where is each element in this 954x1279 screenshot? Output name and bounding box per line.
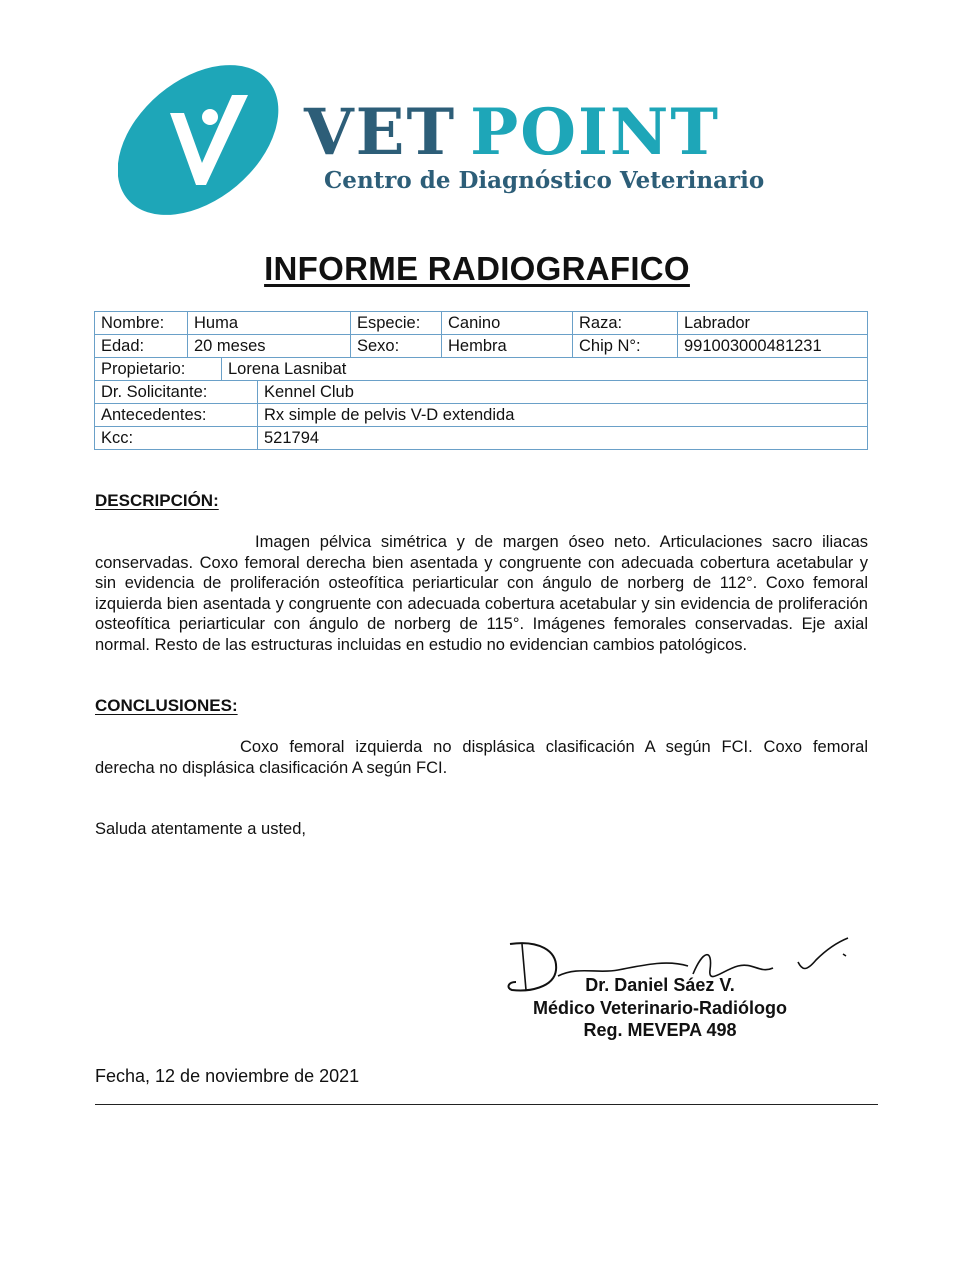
solicitante-value: Kennel Club: [264, 382, 354, 401]
especie-label: Especie:: [351, 312, 442, 335]
nombre-label: Nombre:: [95, 312, 188, 335]
table-row: [95, 404, 868, 427]
raza-value: Labrador: [678, 312, 868, 335]
conclusiones-heading: CONCLUSIONES:: [95, 696, 238, 715]
report-title-text: INFORME RADIOGRAFICO: [264, 250, 690, 287]
logo-v-emblem-icon: [118, 55, 298, 225]
descripcion-heading: DESCRIPCIÓN:: [95, 491, 219, 510]
signer-name: Dr. Daniel Sáez V.: [585, 975, 735, 995]
brand-point: POINT: [470, 95, 720, 170]
especie-value: Canino: [442, 312, 573, 335]
antecedentes-value: Rx simple de pelvis V-D extendida: [264, 405, 515, 424]
kcc-value: 521794: [264, 428, 320, 447]
table-row: [95, 427, 868, 450]
chip-label: Chip N°:: [573, 335, 678, 358]
brand-name: [304, 95, 720, 170]
edad-value: 20 meses: [188, 335, 351, 358]
sexo-value: Hembra: [442, 335, 573, 358]
chip-value: 991003000481231: [678, 335, 868, 358]
descripcion-text: Imagen pélvica simétrica y de margen óseo neto. Articulaciones sacro iliacas conservadas. Coxo femoral derecha bien asentada y congruente con adecuada cobertura acetabular y sin evidencia de proliferación osteofítica periarticular con ángulo de norberg de 112°. Coxo femoral izquierda bien asentada y congruente con adecuada cobertura acetabular y sin evidencia de proliferación osteofítica periarticular con ángulo de norberg de 115°. Imágenes femorales conservadas. Eje axial normal. Resto de las estructuras incluidas en estudio no evidencian cambios patológicos.: [95, 533, 868, 654]
brand-vet: VET: [304, 95, 457, 170]
report-date: Fecha, 12 de noviembre de 2021: [95, 1066, 360, 1086]
brand-tagline: Centro de Diagnóstico Veterinario: [324, 167, 765, 194]
closing-salutation: Saluda atentamente a usted,: [95, 820, 306, 838]
conclusiones-text: Coxo femoral izquierda no displásica clasificación A según FCI. Coxo femoral derecha no displásica clasificación A según FCI.: [95, 738, 868, 777]
footer-divider: [95, 1104, 878, 1105]
propietario-value: Lorena Lasnibat: [228, 359, 347, 378]
table-row: [95, 335, 868, 358]
propietario-label: Propietario:: [95, 358, 222, 380]
antecedentes-label: Antecedentes:: [95, 404, 258, 426]
signer-registration: Reg. MEVEPA 498: [583, 1020, 737, 1040]
signer-title: Médico Veterinario-Radiólogo: [532, 998, 788, 1018]
table-row: [95, 381, 868, 404]
nombre-value: Huma: [188, 312, 351, 335]
raza-label: Raza:: [573, 312, 678, 335]
table-row: [95, 358, 868, 381]
vet-point-logo: [118, 55, 778, 225]
patient-info-table: [94, 311, 868, 450]
kcc-label: Kcc:: [95, 427, 258, 449]
sexo-label: Sexo:: [351, 335, 442, 358]
edad-label: Edad:: [95, 335, 188, 358]
table-row: [95, 312, 868, 335]
solicitante-label: Dr. Solicitante:: [95, 381, 258, 403]
report-title: [0, 250, 954, 288]
